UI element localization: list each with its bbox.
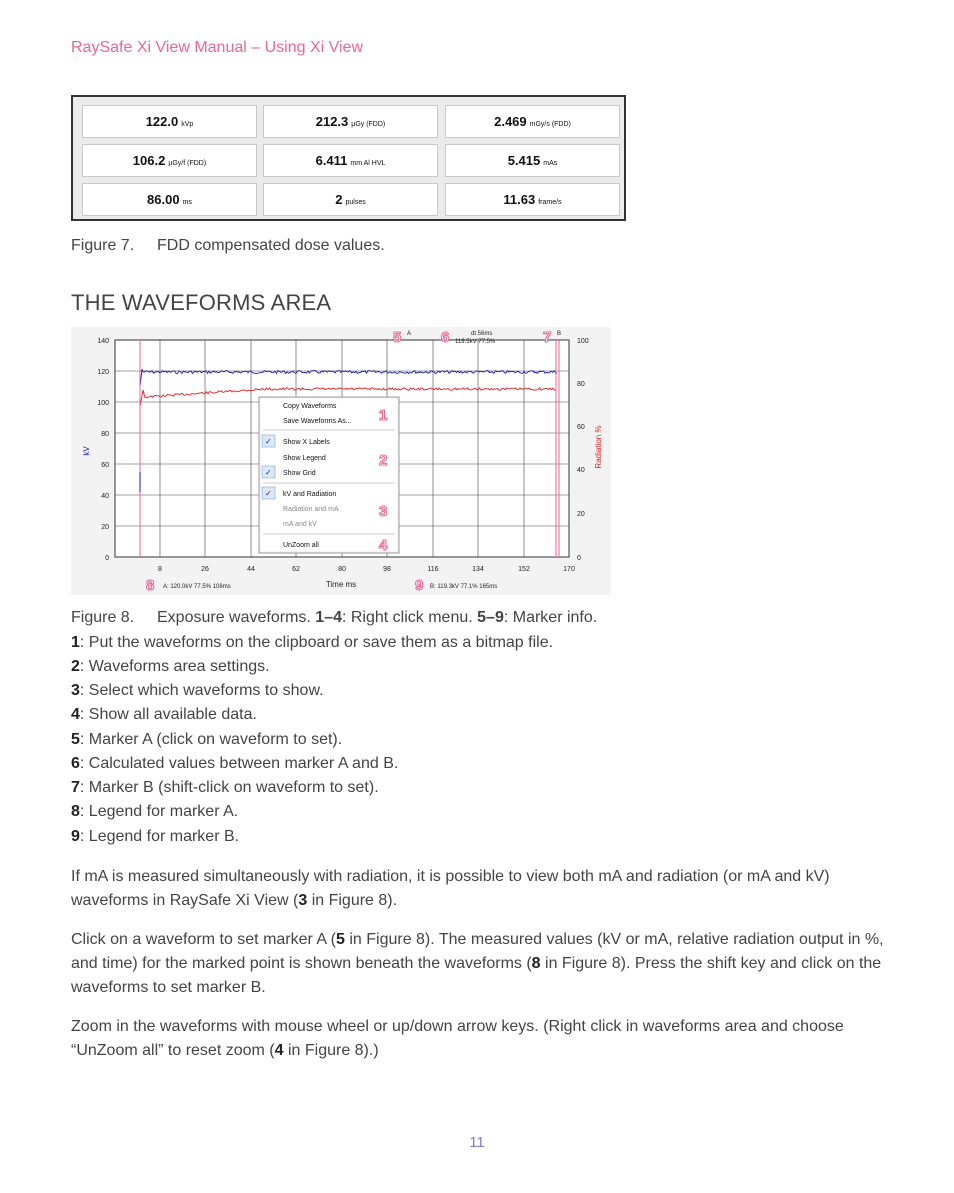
x-tick: 134: [472, 566, 484, 573]
para-text: If mA is measured simultaneously with radiation, it is possible to view both mA and radiation (or mA and kV) waveforms in RaySafe Xi View (: [71, 868, 830, 909]
x-tick: 26: [201, 566, 209, 573]
legend-item-text: : Show all available data.: [79, 706, 257, 723]
legend-item: [71, 828, 239, 846]
para-bold: 5: [335, 931, 345, 948]
figure8-caption: [71, 609, 597, 627]
right-tick: 100: [577, 338, 589, 345]
dose-unit: kVp: [181, 121, 194, 128]
menu-copy-waveforms[interactable]: Copy Waveforms: [283, 403, 337, 410]
legend-item: [71, 755, 398, 773]
left-tick: 120: [97, 369, 109, 376]
menu-show-grid[interactable]: Show Grid: [283, 470, 316, 477]
x-tick: 62: [292, 566, 300, 573]
para-text: Click on a waveform to set marker A (: [71, 931, 336, 948]
legend-item-text: : Select which waveforms to show.: [79, 682, 324, 699]
legend-item: [71, 682, 324, 700]
callout-4: 4: [379, 537, 388, 554]
dose-cell-frame-rate: [445, 183, 620, 216]
page-number: 11: [469, 1134, 485, 1151]
dose-value: 122.0: [145, 114, 179, 129]
x-axis-label: Time ms: [325, 580, 357, 589]
para-text: in Figure 8). The measured values (kV or mA, relative radiation output in %, and time) for the marked point is shown beneath the waveforms (: [71, 931, 884, 972]
x-tick: 170: [563, 566, 575, 573]
para-text: in Figure 8).: [307, 892, 398, 909]
dt-label: dt 56ms: [471, 331, 493, 337]
figure8-bold-b: 5–9: [477, 609, 504, 626]
legend-item-number: 5: [71, 731, 80, 748]
para-bold: 8: [531, 955, 541, 972]
paragraph-ma-radiation: [71, 865, 886, 913]
legend-marker-b: B: 119.3kV 77.1% 165ms: [430, 584, 498, 590]
menu-kv-and-radiation[interactable]: kV and Radiation: [283, 491, 337, 498]
dose-cell-dose-rate: [445, 105, 620, 138]
legend-marker-a: A: 120.0kV 77.5% 108ms: [163, 584, 231, 590]
legend-item-text: : Calculated values between marker A and B.: [79, 755, 399, 772]
dose-value: 2.469: [494, 114, 527, 129]
callout-9: 9: [415, 577, 424, 594]
dose-cell-dose: [263, 105, 438, 138]
dose-unit: mm Al HVL: [350, 160, 386, 167]
legend-item: [71, 658, 270, 676]
left-tick: 80: [101, 431, 109, 438]
legend-item-text: : Marker B (shift-click on waveform to set).: [79, 779, 379, 796]
menu-ma-and-kv[interactable]: mA and kV: [283, 521, 317, 528]
callout-5: 5: [393, 329, 402, 346]
waveforms-figure: [71, 327, 611, 595]
para-text: in Figure 8). Press the shift key and click on the waveforms to set marker B.: [71, 955, 882, 996]
dose-unit: µGy (FDD): [351, 121, 386, 128]
dose-value: 86.00: [147, 192, 180, 207]
section-title: THE WAVEFORMS AREA: [71, 290, 332, 315]
left-tick: 60: [101, 462, 109, 469]
legend-item: [71, 634, 553, 652]
paragraph-markers: [71, 928, 886, 1000]
right-tick: 40: [577, 467, 585, 474]
menu-show-legend[interactable]: Show Legend: [283, 455, 326, 462]
dose-cell-hvl: [263, 144, 438, 177]
right-tick: 0: [577, 555, 581, 562]
left-tick: 40: [101, 493, 109, 500]
legend-item-text: : Waveforms area settings.: [79, 658, 270, 675]
figure8-bold-a: 1–4: [315, 609, 342, 626]
legend-item-number: 8: [71, 803, 80, 820]
check-icon: ✓: [265, 468, 272, 477]
legend-item: [71, 706, 257, 724]
dose-value: 212.3: [315, 114, 349, 129]
x-tick: 80: [338, 566, 346, 573]
callout-7: 7: [543, 329, 552, 346]
right-tick: 60: [577, 424, 585, 431]
x-tick: 116: [427, 566, 439, 573]
figure8-text-c: : Marker info.: [503, 609, 598, 626]
legend-item-number: 4: [71, 706, 80, 723]
legend-item: [71, 779, 379, 797]
dose-value: 5.415: [507, 153, 541, 168]
dose-values-panel: [71, 95, 626, 221]
para-text: in Figure 8).): [283, 1042, 379, 1059]
dose-unit: µGy/f (FDD): [168, 160, 207, 167]
figure7-text: FDD compensated dose values.: [157, 237, 385, 254]
legend-item-number: 2: [71, 658, 80, 675]
figure7-number: Figure 7.: [71, 237, 135, 254]
figure8-text-a: Exposure waveforms.: [157, 609, 316, 626]
x-tick: 152: [518, 566, 530, 573]
left-tick: 100: [97, 400, 109, 407]
legend-item: [71, 803, 238, 821]
callout-6: 6: [441, 329, 450, 346]
check-icon: ✓: [265, 489, 272, 498]
check-icon: ✓: [265, 437, 272, 446]
right-tick: 20: [577, 511, 585, 518]
legend-item-number: 3: [71, 682, 80, 699]
dose-unit: ms: [182, 199, 192, 206]
dose-cell-kvp: [82, 105, 257, 138]
dose-unit: pulses: [345, 199, 366, 206]
dose-unit: frame/s: [538, 199, 562, 206]
right-tick: 80: [577, 381, 585, 388]
left-tick: 140: [97, 338, 109, 345]
menu-show-x-labels[interactable]: Show X Labels: [283, 439, 330, 446]
legend-item: [71, 731, 342, 749]
dose-unit: mGy/s (FDD): [529, 121, 571, 128]
x-tick: 8: [158, 566, 162, 573]
marker-a-label: A: [407, 331, 412, 337]
left-tick: 0: [105, 555, 109, 562]
legend-item-number: 1: [71, 634, 80, 651]
legend-item-text: : Marker A (click on waveform to set).: [79, 731, 343, 748]
callout-2: 2: [379, 452, 388, 469]
dt-values: 119.5kV 77.5%: [455, 339, 496, 345]
legend-item-number: 9: [71, 828, 80, 845]
figure8-number: Figure 8.: [71, 609, 135, 626]
figure7-caption: [71, 237, 385, 255]
left-axis-label: kV: [82, 446, 91, 456]
para-bold: 3: [298, 892, 308, 909]
figure8-text-b: : Right click menu.: [341, 609, 478, 626]
dose-cell-mas: [445, 144, 620, 177]
dose-cell-time: [82, 183, 257, 216]
legend-item-number: 7: [71, 779, 80, 796]
callout-3: 3: [379, 503, 388, 520]
dose-cell-pulses: [263, 183, 438, 216]
marker-b-label: B: [557, 331, 562, 337]
dose-unit: mAs: [543, 160, 558, 167]
para-bold: 4: [274, 1042, 284, 1059]
legend-item-text: : Legend for marker B.: [79, 828, 240, 845]
context-menu: [259, 397, 399, 553]
dose-value: 2: [335, 192, 343, 207]
menu-radiation-and-ma[interactable]: Radiation and mA: [283, 506, 339, 513]
dose-value: 6.411: [315, 153, 348, 168]
running-header: RaySafe Xi View Manual – Using Xi View: [71, 39, 363, 56]
para-text: Zoom in the waveforms with mouse wheel or up/down arrow keys. (Right click in waveforms area and choose “UnZoom all” to reset zoom (: [71, 1018, 844, 1059]
callout-1: 1: [379, 407, 388, 424]
paragraph-zoom: [71, 1015, 886, 1063]
x-tick: 44: [247, 566, 255, 573]
legend-item-text: : Legend for marker A.: [79, 803, 239, 820]
x-tick: 98: [383, 566, 391, 573]
waveforms-graph[interactable]: [71, 327, 611, 595]
dose-cell-dose-per-frame: [82, 144, 257, 177]
dose-value: 11.63: [503, 192, 536, 207]
menu-unzoom-all[interactable]: UnZoom all: [283, 542, 319, 549]
legend-item-number: 6: [71, 755, 80, 772]
legend-item-text: : Put the waveforms on the clipboard or save them as a bitmap file.: [79, 634, 554, 651]
left-tick: 20: [101, 524, 109, 531]
menu-save-waveforms[interactable]: Save Waveforms As...: [283, 418, 352, 425]
callout-8: 8: [146, 577, 155, 594]
dose-value: 106.2: [132, 153, 166, 168]
right-axis-label: Radiation %: [594, 425, 603, 469]
